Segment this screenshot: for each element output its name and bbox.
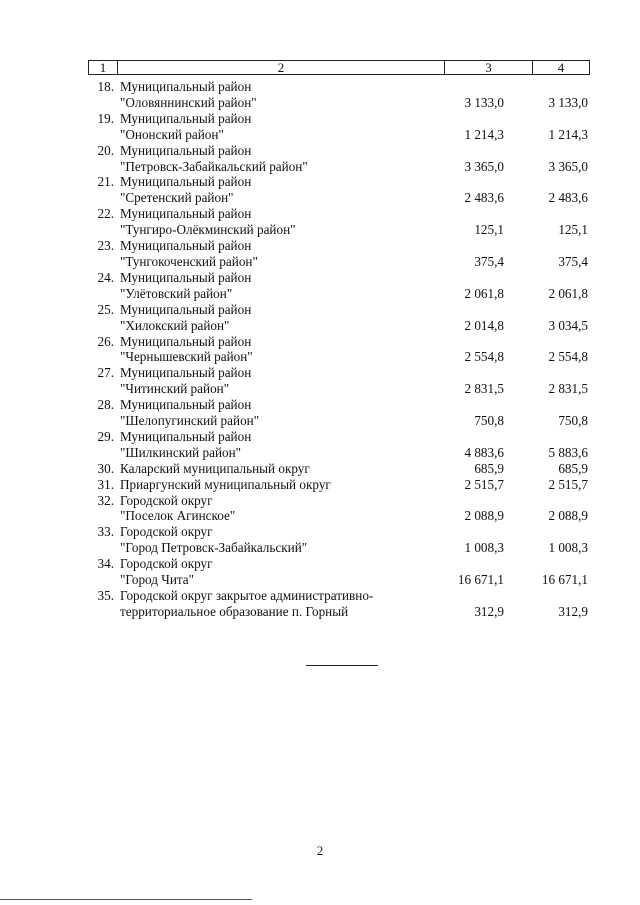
row-name: [120, 477, 430, 493]
row-value-col-4: 312,9: [558, 603, 588, 619]
row-value-col-3: 375,4: [474, 253, 504, 269]
row-number: 18.: [97, 79, 114, 94]
row-name: [120, 334, 430, 366]
table-row: [80, 397, 592, 429]
table-row: [80, 556, 592, 588]
table-row: [80, 270, 592, 302]
row-value-col-4: 2 061,8: [548, 285, 588, 301]
header-col-4: 4: [557, 60, 565, 75]
row-value-col-3: 312,9: [474, 603, 504, 619]
row-value-col-3: 2 483,6: [464, 190, 504, 206]
row-name-line: Городской округ: [120, 524, 213, 540]
row-value-col-3: 2 831,5: [464, 381, 504, 397]
table-row: [80, 365, 592, 397]
row-name: [120, 429, 430, 461]
footer-rule: [0, 899, 252, 900]
row-value-col-4: 1 214,3: [548, 126, 588, 142]
row-value-col-4: 2 515,7: [548, 476, 588, 492]
row-name-line: "Читинский район": [120, 381, 230, 397]
row-name: [120, 588, 430, 620]
row-number: 35.: [97, 588, 114, 603]
row-value-col-3: 2 515,7: [464, 476, 504, 492]
row-number: 31.: [97, 476, 114, 492]
table-row: [80, 477, 592, 493]
row-name-line: Городской округ закрытое административно-: [120, 588, 374, 603]
row-name: [120, 238, 430, 270]
row-name: [120, 206, 430, 238]
row-value-col-4: 2 088,9: [548, 508, 588, 524]
row-name-line: Муниципальный район: [120, 301, 252, 317]
table-row: [80, 238, 592, 270]
header-col-3: 3: [445, 61, 533, 74]
row-name-line: "Поселок Агинское": [120, 508, 236, 524]
table-body: [80, 79, 592, 620]
row-number: 26.: [97, 333, 114, 349]
row-name: [120, 302, 430, 334]
table-row: [80, 588, 592, 620]
table-header: [88, 60, 590, 75]
row-value-col-4: 685,9: [558, 460, 588, 476]
header-col-2: 2: [118, 61, 445, 74]
header-col-1: 1: [89, 61, 118, 74]
row-name: [120, 174, 430, 206]
row-value-col-4: 2 554,8: [548, 349, 588, 365]
row-name-line: Муниципальный район: [120, 269, 252, 285]
row-name-line: Муниципальный район: [120, 79, 252, 94]
row-name: [120, 397, 430, 429]
row-value-col-3: 4 883,6: [464, 444, 504, 460]
row-name: [120, 493, 430, 525]
row-name-line: "Петровск-Забайкальский район": [120, 158, 308, 174]
table-row: [80, 302, 592, 334]
table-row: [80, 429, 592, 461]
table-row: [80, 143, 592, 175]
table-row: [80, 79, 592, 111]
row-name-line: "Шилкинский район": [120, 444, 242, 460]
row-name-line: "Хилокский район": [120, 317, 230, 333]
row-value-col-4: 3 365,0: [548, 158, 588, 174]
row-name-line: Муниципальный район: [120, 397, 252, 413]
row-number: 21.: [97, 174, 114, 190]
table-row: [80, 206, 592, 238]
row-name: [120, 365, 430, 397]
row-number: 25.: [97, 301, 114, 317]
row-value-col-3: 2 554,8: [464, 349, 504, 365]
row-value-col-3: 1 214,3: [464, 126, 504, 142]
row-name-line: "Город Чита": [120, 572, 195, 588]
row-name-line: Приаргунский муниципальный округ: [120, 476, 331, 492]
row-value-col-3: 16 671,1: [457, 572, 504, 588]
row-name-line: "Чернышевский район": [120, 349, 253, 365]
row-name: [120, 524, 430, 556]
row-number: 33.: [97, 524, 114, 540]
row-value-col-4: 375,4: [558, 253, 588, 269]
row-value-col-4: 750,8: [558, 413, 588, 429]
row-name-line: Муниципальный район: [120, 174, 252, 190]
row-name-line: "Ононский район": [120, 126, 224, 142]
row-value-col-4: 5 883,6: [548, 444, 588, 460]
end-rule: [306, 665, 378, 666]
row-name: [120, 143, 430, 175]
row-name-line: Муниципальный район: [120, 110, 252, 126]
table-row: [80, 111, 592, 143]
row-name: [120, 461, 430, 477]
row-value-col-4: 125,1: [558, 222, 588, 238]
row-number: 28.: [97, 397, 114, 413]
row-number: 30.: [97, 460, 114, 476]
row-number: 32.: [97, 492, 114, 508]
row-value-col-3: 3 133,0: [464, 94, 504, 110]
row-value-col-3: 2 088,9: [464, 508, 504, 524]
row-value-col-4: 3 133,0: [548, 94, 588, 110]
row-name-line: Муниципальный район: [120, 206, 252, 222]
row-name: [120, 79, 430, 111]
row-number: 19.: [97, 110, 114, 126]
row-value-col-4: 1 008,3: [548, 540, 588, 556]
table-row: [80, 524, 592, 556]
row-number: 22.: [97, 206, 114, 222]
row-value-col-3: 750,8: [474, 413, 504, 429]
row-name-line: Муниципальный район: [120, 238, 252, 254]
row-name-line: Каларский муниципальный округ: [120, 460, 310, 476]
row-name-line: Муниципальный район: [120, 142, 252, 158]
row-number: 27.: [97, 365, 114, 381]
row-number: 34.: [97, 556, 114, 572]
row-value-col-3: 2 061,8: [464, 285, 504, 301]
table-row: [80, 174, 592, 206]
row-name-line: Муниципальный район: [120, 333, 252, 349]
row-value-col-3: 685,9: [474, 460, 504, 476]
row-name-line: "Улётовский район": [120, 285, 233, 301]
row-value-col-3: 1 008,3: [464, 540, 504, 556]
row-value-col-4: 2 483,6: [548, 190, 588, 206]
row-value-col-3: 125,1: [474, 222, 504, 238]
row-number: 29.: [97, 428, 114, 444]
row-name-line: Городской округ: [120, 556, 213, 572]
row-name: [120, 556, 430, 588]
row-name-line: Городской округ: [120, 492, 213, 508]
row-value-col-3: 3 365,0: [464, 158, 504, 174]
row-name-line: Муниципальный район: [120, 428, 252, 444]
row-name-line: территориальное образование п. Горный: [120, 603, 349, 619]
row-name: [120, 270, 430, 302]
page-number: 2: [316, 843, 324, 858]
table-row: [80, 461, 592, 477]
row-number: 23.: [97, 238, 114, 254]
row-name-line: "Тунгокоченский район": [120, 253, 258, 269]
row-number: 24.: [97, 269, 114, 285]
row-name-line: "Оловяннинский район": [120, 94, 257, 110]
row-name-line: Муниципальный район: [120, 365, 252, 381]
row-name: [120, 111, 430, 143]
row-value-col-4: 3 034,5: [548, 317, 588, 333]
row-value-col-3: 2 014,8: [464, 317, 504, 333]
row-name-line: "Тунгиро-Олёкминский район": [120, 222, 296, 238]
table-row: [80, 493, 592, 525]
row-name-line: "Город Петровск-Забайкальский": [120, 540, 308, 556]
row-value-col-4: 16 671,1: [541, 572, 588, 588]
row-number: 20.: [97, 142, 114, 158]
row-value-col-4: 2 831,5: [548, 381, 588, 397]
row-name-line: "Сретенский район": [120, 190, 234, 206]
table-row: [80, 334, 592, 366]
row-name-line: "Шелопугинский район": [120, 413, 260, 429]
